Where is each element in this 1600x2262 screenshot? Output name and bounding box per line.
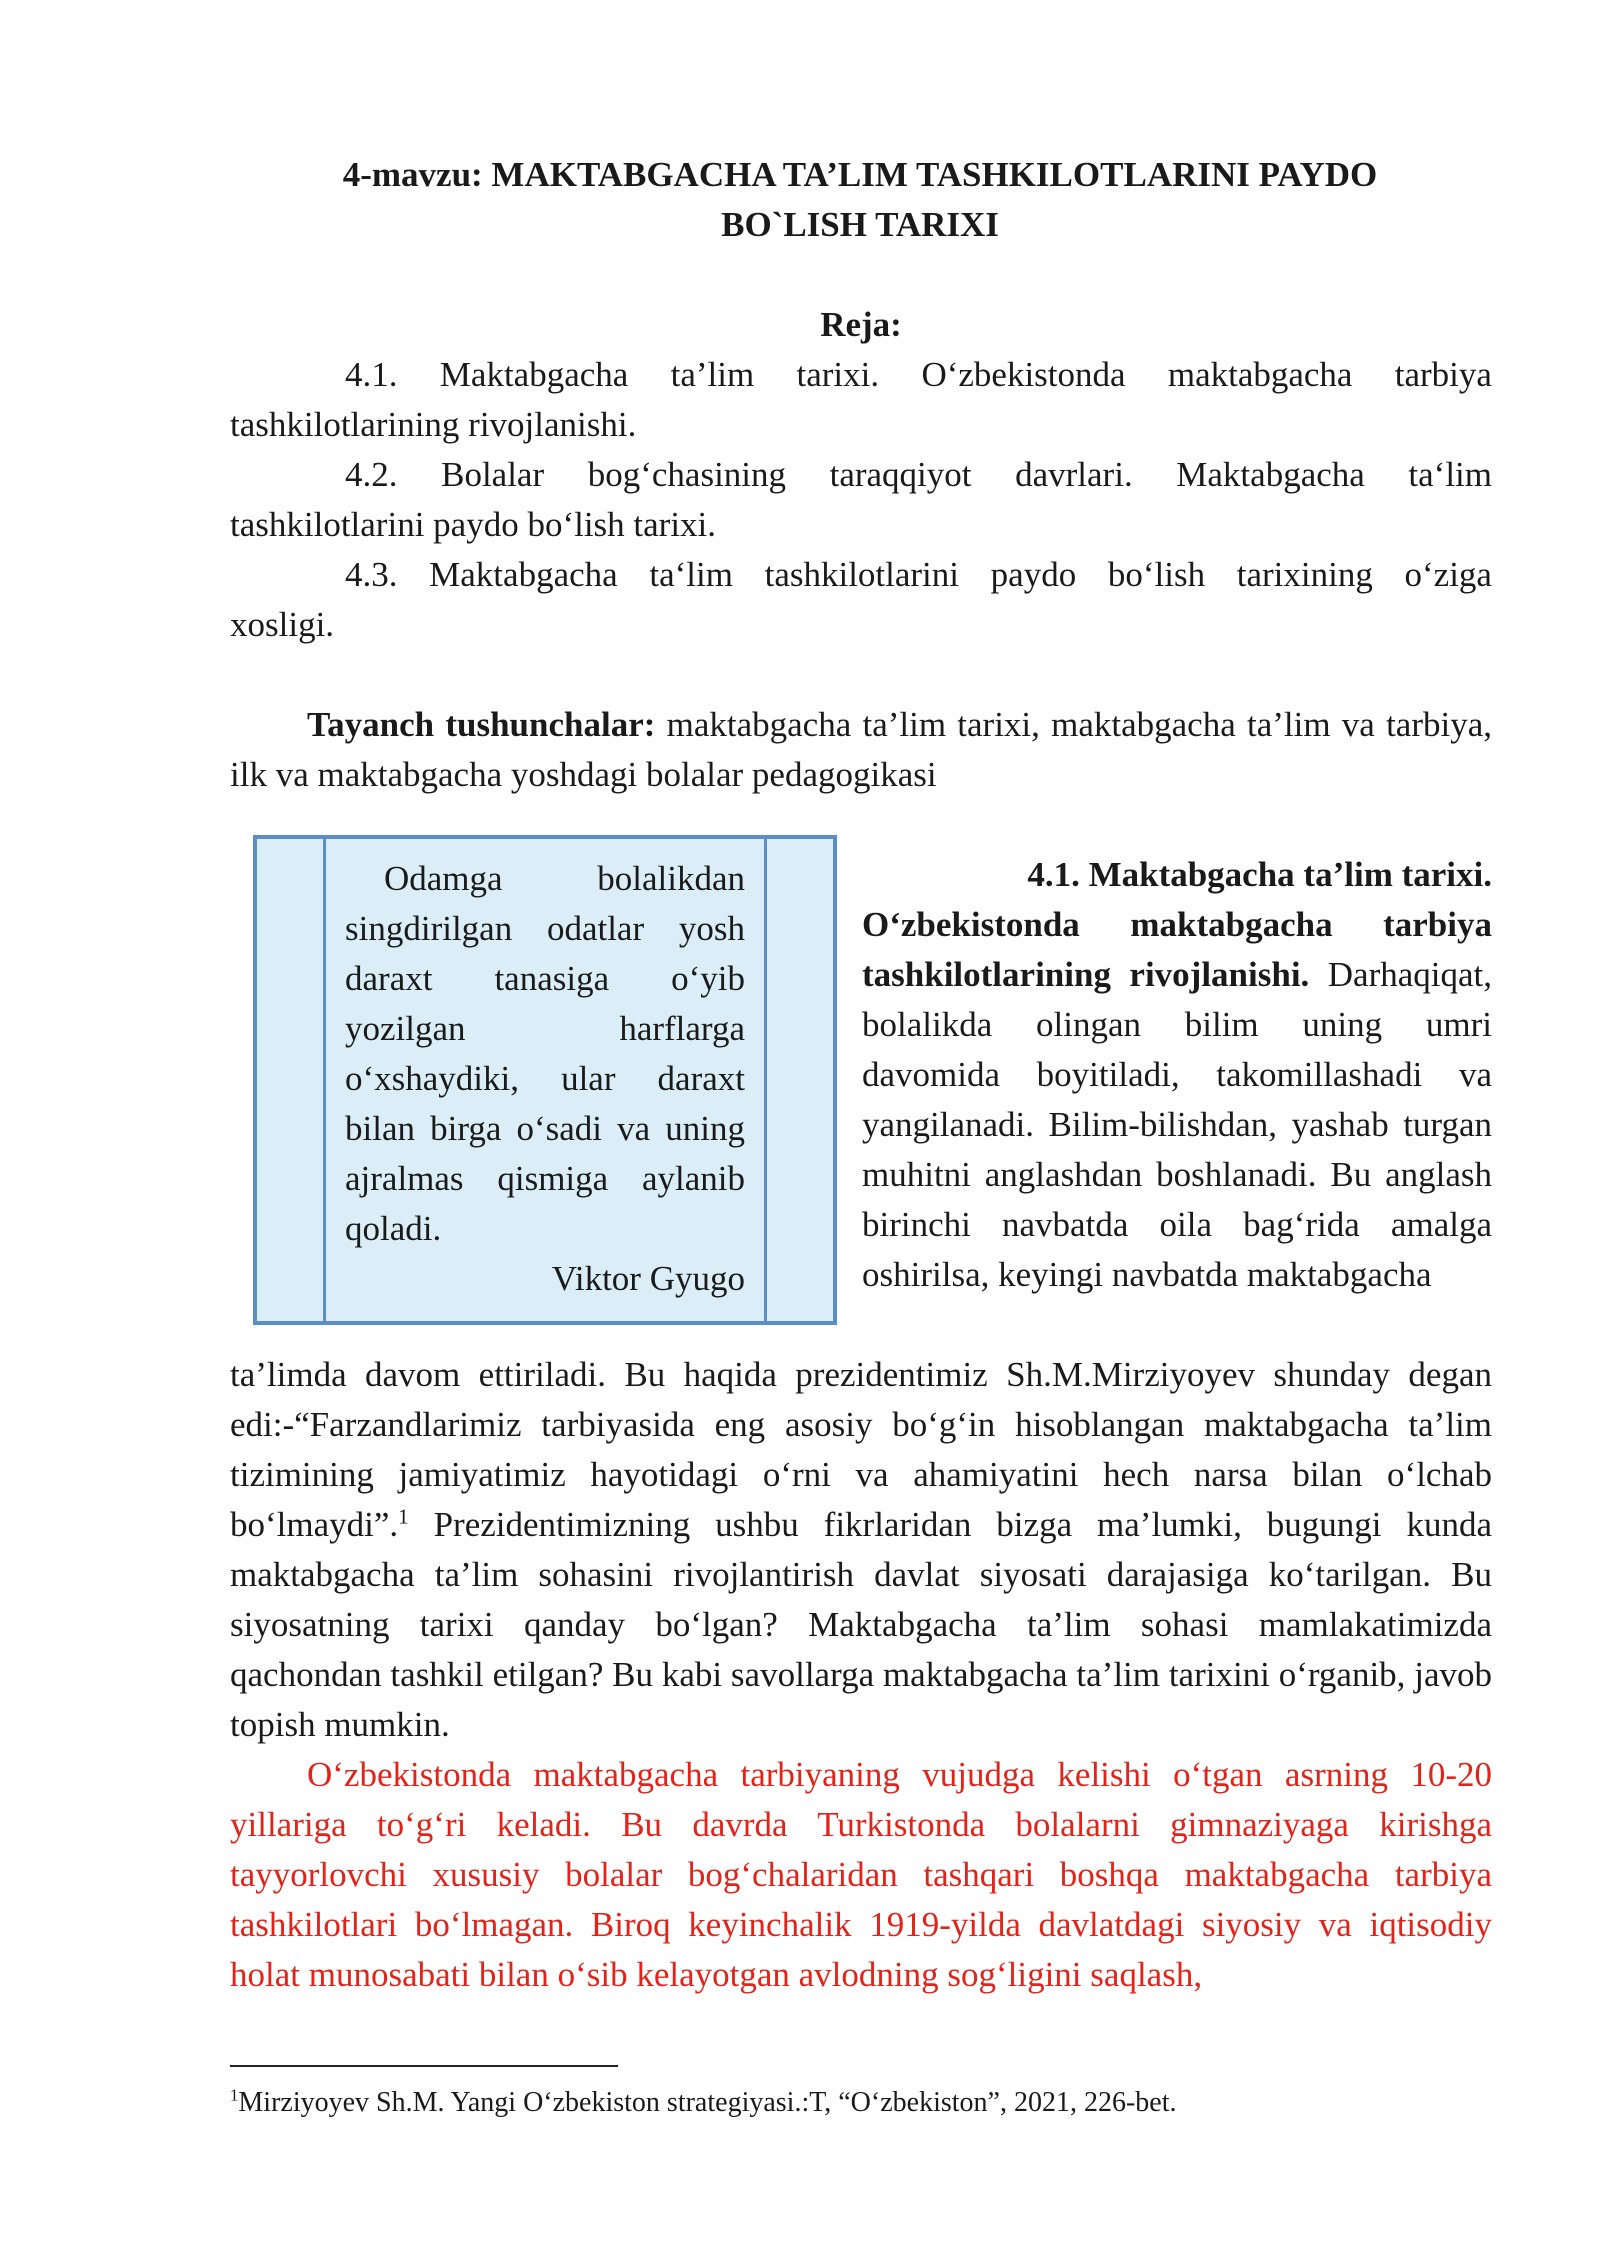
- plan-item-2: [230, 450, 1492, 550]
- footnote-divider: [230, 2065, 618, 2067]
- page-title: [300, 150, 1420, 250]
- plan-item-1-continuation: tashkilotlarining rivojlanishi.: [230, 405, 637, 444]
- plan-item-3: [230, 550, 1492, 650]
- section-side-column: [862, 850, 1492, 1300]
- section-body-part-a: ta’limda davom ettiriladi. Bu haqida prezidentimiz Sh.M.Mirziyoyev shunday degan edi:-“Farzandlarimiz tarbiyasida eng asosiy bo‘g‘in hisoblangan maktabgacha ta’lim tizimining jamiyatimiz hayotidagi o‘rni va ahamiyatini hech narsa bilan o‘lchab bo‘lmaydi”.: [230, 1355, 1492, 1544]
- key-concepts-paragraph: [230, 700, 1492, 800]
- title-line-2: BO`LISH TARIXI: [721, 205, 999, 244]
- section-heading-rest: O‘zbekistonda maktabgacha tarbiya tashkilotlarining rivojlanishi.: [862, 905, 1492, 994]
- section-side-text: Darhaqiqat, bolalikda olingan bilim uning umri davomida boyitiladi, takomillashadi va yangilanadi. Bilim-bilishdan, yashab turgan muhitni anglashdan boshlanadi. Bu anglash birinchi navbatda oila bag‘rida amalga oshirilsa, keyingi navbatda maktabgacha: [862, 955, 1492, 1294]
- epigraph-box: [253, 835, 837, 1325]
- epigraph-author: Viktor Gyugo: [551, 1259, 745, 1298]
- plan-item-2-first-line: 4.2. Bolalar bog‘chasining taraqqiyot davrlari. Maktabgacha ta‘lim: [345, 455, 1492, 494]
- plan-item-1-first-line: 4.1. Maktabgacha ta’lim tarixi. O‘zbekistonda maktabgacha tarbiya: [345, 355, 1492, 394]
- epigraph-left-rule: [323, 839, 326, 1321]
- highlighted-paragraph: O‘zbekistonda maktabgacha tarbiyaning vujudga kelishi o‘tgan asrning 10-20 yillariga to‘g‘ri keladi. Bu davrda Turkistonda bolalarni gimnaziyaga kirishga tayyorlovchi xususiy bolalar bog‘chalaridan tashqari boshqa maktabgacha tarbiya tashkilotlari bo‘lmagan. Biroq keyinchalik 1919-yilda davlatdagi siyosiy va iqtisodiy holat munosabati bilan o‘sib kelayotgan avlodning sog‘ligini saqlash,: [230, 1755, 1492, 1994]
- footnote: [230, 2083, 1492, 2123]
- plan-item-3-first-line: 4.3. Maktabgacha ta‘lim tashkilotlarini paydo bo‘lish tarixining o‘ziga: [345, 555, 1492, 594]
- section-body-paragraph: [230, 1350, 1492, 1750]
- section-body-part-b: Prezidentimizning ushbu fikrlaridan bizga ma’lumki, bugungi kunda maktabgacha ta’lim sohasini rivojlantirish davlat siyosati darajasiga ko‘tarilgan. Bu siyosatning tarixi qanday bo‘lgan? Maktabgacha ta’lim sohasi mamlakatimizda qachondan tashkil etilgan? Bu kabi savollarga maktabgacha ta’lim tarixini o‘rganib, javob topish mumkin.: [230, 1505, 1492, 1744]
- key-concepts-label: Tayanch tushunchalar:: [307, 705, 656, 744]
- epigraph-right-rule: [764, 839, 767, 1321]
- plan-item-3-continuation: xosligi.: [230, 605, 335, 644]
- footnote-number: 1: [230, 2085, 239, 2105]
- key-concepts-text: maktabgacha ta’lim tarixi, maktabgacha ta’lim va tarbiya, ilk va maktabgacha yoshdagi bolalar pedagogikasi: [230, 705, 1492, 794]
- section-heading-line-1: 4.1. Maktabgacha ta’lim tarixi.: [1027, 855, 1492, 894]
- title-line-1: 4-mavzu: MAKTABGACHA TA’LIM TASHKILOTLARINI PAYDO: [342, 155, 1378, 194]
- plan-item-2-continuation: tashkilotlarini paydo bo‘lish tarixi.: [230, 505, 717, 544]
- plan-heading: Reja:: [820, 305, 902, 344]
- epigraph-quote: Odamga bolalikdan singdirilgan odatlar yosh daraxt tanasiga o‘yib yozilgan harflarga o‘xshaydiki, ular daraxt bilan birga o‘sadi va uning ajralmas qismiga aylanib qoladi.: [345, 859, 745, 1248]
- plan-item-1: [230, 350, 1492, 450]
- footnote-reference[interactable]: 1: [398, 1504, 409, 1529]
- footnote-text: Mirziyoyev Sh.M. Yangi O‘zbekiston strategiyasi.:T, “O‘zbekiston”, 2021, 226-bet.: [238, 2087, 1177, 2118]
